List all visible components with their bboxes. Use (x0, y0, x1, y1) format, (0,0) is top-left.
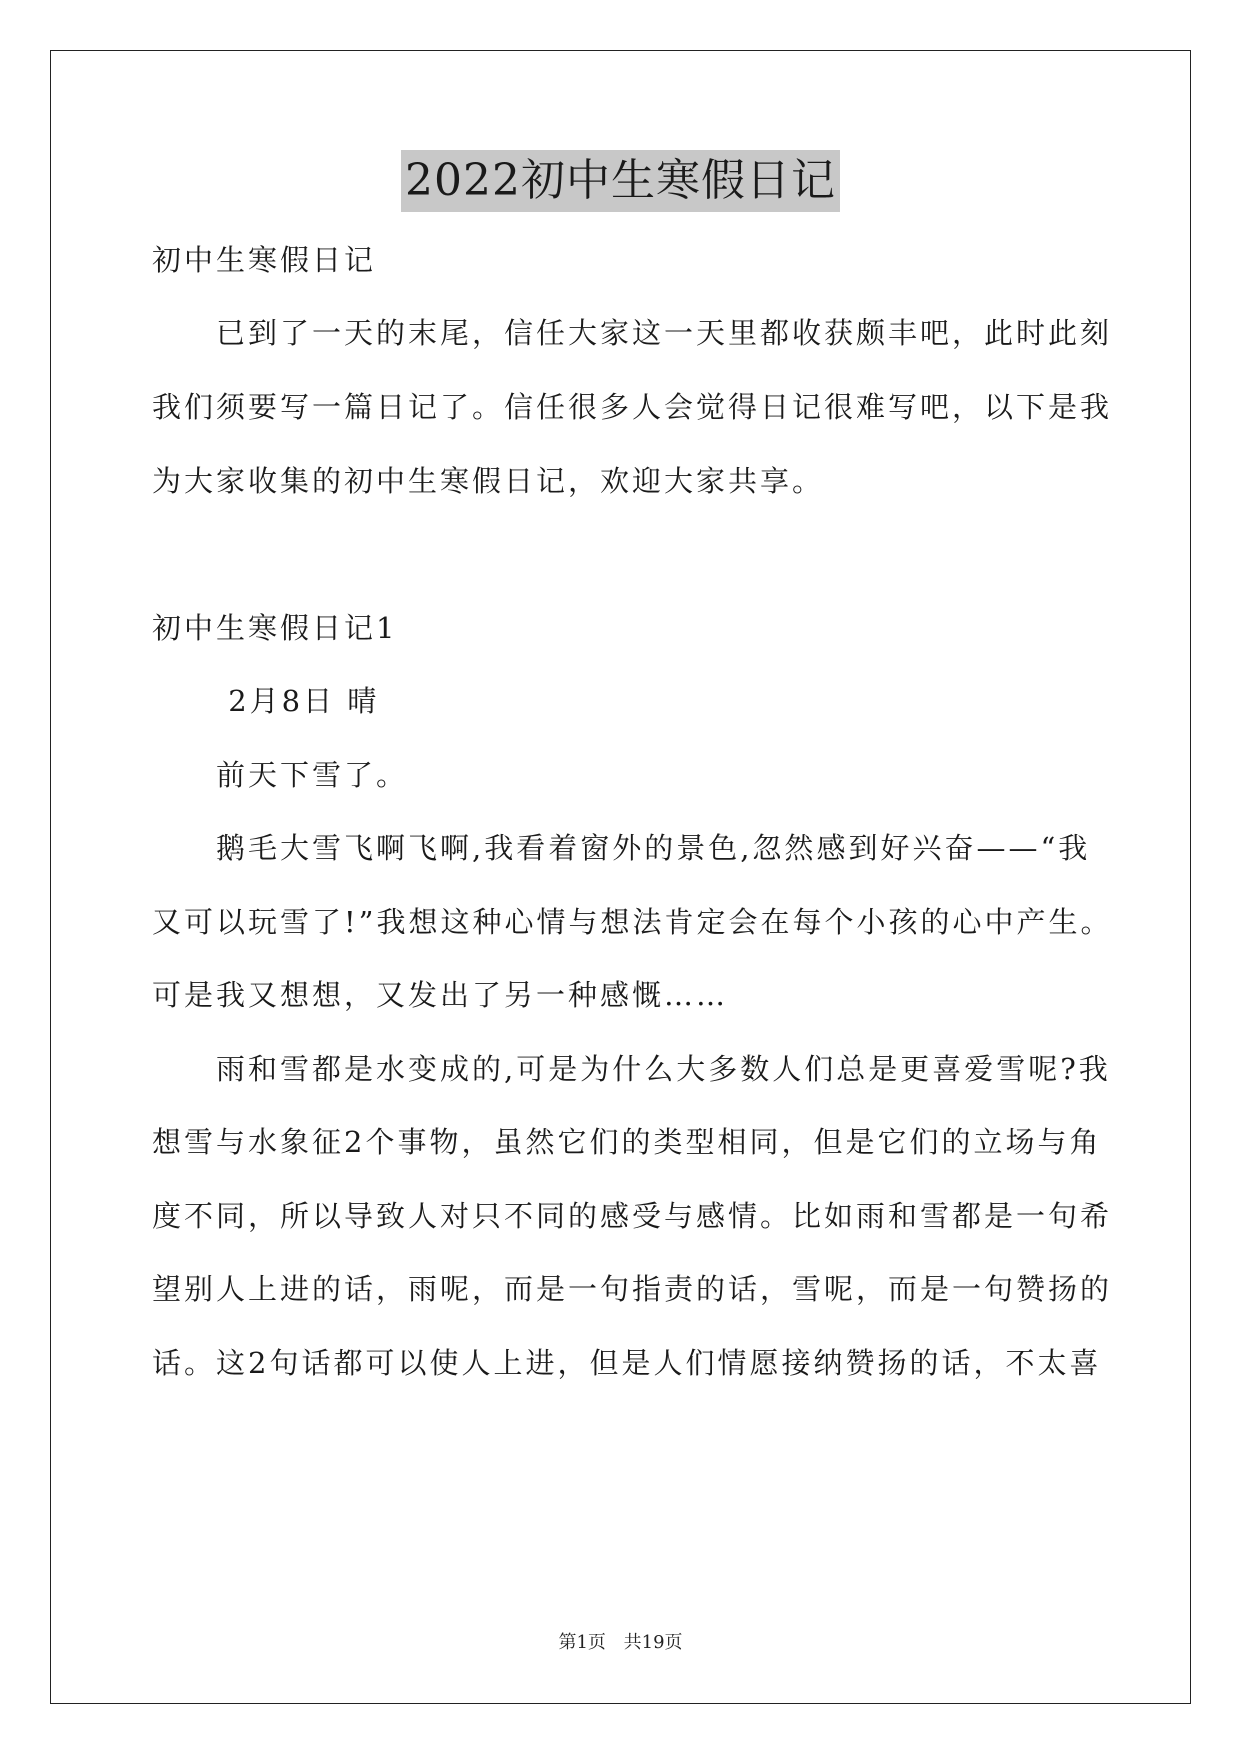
title-wrap (0, 150, 1241, 212)
page-number: 第1页 (558, 1632, 606, 1653)
date-weather-line: 2月8日 晴 (152, 684, 380, 718)
text-line: 我们须要写一篇日记了。信任很多人会觉得日记很难写吧，以下是我 (152, 390, 1113, 424)
text-line: 话。这2句话都可以使人上进，但是人们情愿接纳赞扬的话，不太喜 (152, 1346, 1102, 1380)
text-line: 鹅毛大雪飞啊飞啊,我看着窗外的景色,忽然感到好兴奋——“我 (152, 831, 1091, 865)
text-line: 前天下雪了。 (152, 758, 409, 792)
document-title: 2022初中生寒假日记 (401, 150, 840, 212)
page-border (50, 50, 1191, 1704)
text-line: 度不同，所以导致人对只不同的感受与感情。比如雨和雪都是一句希 (152, 1199, 1113, 1233)
text-line: 望别人上进的话，雨呢，而是一句指责的话，雪呢，而是一句赞扬的 (152, 1272, 1113, 1306)
text-line: 已到了一天的末尾，信任大家这一天里都收获颇丰吧，此时此刻 (152, 316, 1113, 350)
page-total: 共19页 (623, 1632, 683, 1653)
page-footer (0, 1628, 1241, 1654)
text-line: 初中生寒假日记 (152, 243, 377, 277)
text-line: 雨和雪都是水变成的,可是为什么大多数人们总是更喜爱雪呢?我 (152, 1052, 1111, 1086)
text-line: 为大家收集的初中生寒假日记，欢迎大家共享。 (152, 464, 825, 498)
text-line: 想雪与水象征2个事物，虽然它们的类型相同，但是它们的立场与角 (152, 1125, 1102, 1159)
text-line: 可是我又想想，又发出了另一种感慨…… (152, 978, 729, 1012)
section-heading: 初中生寒假日记1 (152, 611, 398, 645)
text-line: 又可以玩雪了!”我想这种心情与想法肯定会在每个小孩的心中产生。 (152, 905, 1113, 939)
